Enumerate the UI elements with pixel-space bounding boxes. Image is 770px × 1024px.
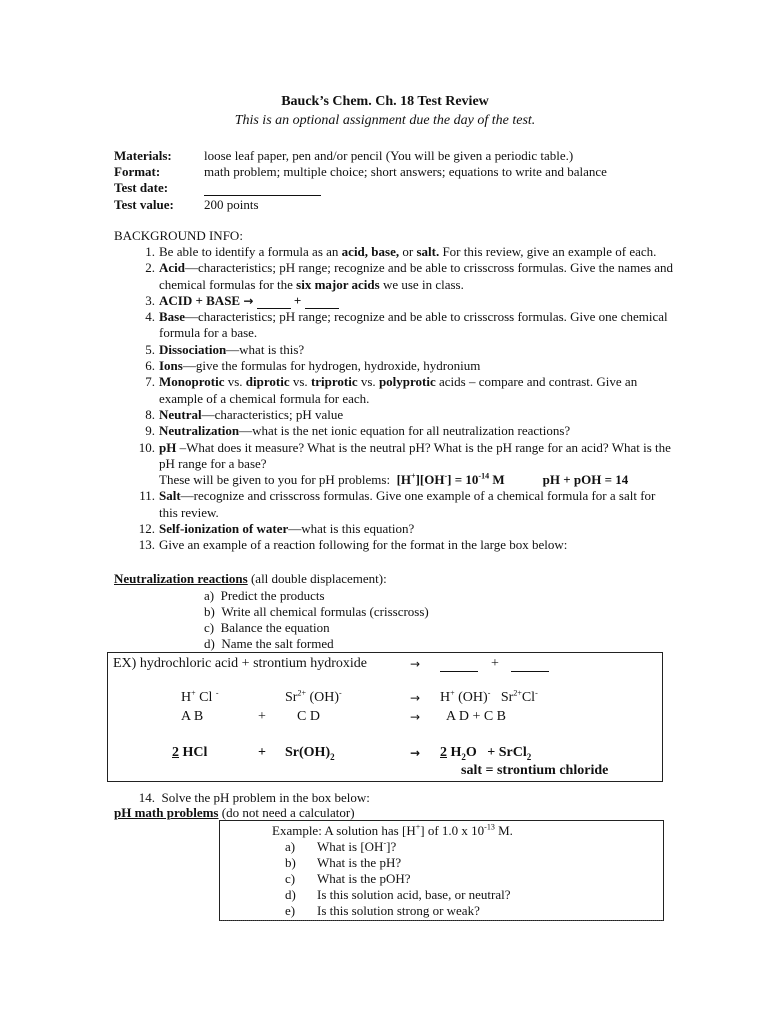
ions-sroh: $Sr^{2+}$ (OH)- (285, 688, 342, 705)
ions-hcl: H+ Cl - (181, 688, 219, 705)
list-item: 3. ACID + BASE → + (135, 293, 675, 309)
step-a: a) Predict the products (204, 588, 325, 603)
ions-products: H+ (OH)- $Sr^{2+}Cl^-$ (440, 688, 538, 705)
item-14: 14. Solve the pH problem in the box below: (138, 790, 370, 805)
arrow-icon: → (410, 657, 421, 671)
list-item: 11. Salt—recognize and crisscross formulas. Give one example of a chemical formula for a salt for this review. (139, 488, 656, 520)
list-item: 1. Be able to identify a formula as an acid, base, or salt. For this review, give an example of each. (145, 244, 657, 259)
ph-formula-sum: pH + pOH = 14 (542, 472, 629, 488)
list-item: 13. Give an example of a reaction following for the format in the large box below: (138, 537, 568, 553)
list-item: 10. pH –What does it measure? What is the neutral pH? What is the pH range for an acid? What is the pH range for a base? These will be given to you for pH problems: $[H^+][OH^-] = 10^{-14}$ M pH + pOH = 14 (138, 439, 671, 488)
list-item: 7. Monoprotic vs. diprotic vs. triprotic vs. polyprotic acids – compare and contrast. Give an example of a chemical formula for each. (145, 374, 638, 406)
letters-plus: + (258, 709, 266, 724)
example-line: EX) hydrochloric acid + strontium hydroxide (113, 656, 368, 671)
test-value: 200 points (204, 197, 259, 212)
materials-label: Materials: (114, 148, 172, 163)
product-blank-2 (511, 656, 549, 672)
ph-formula-kw: $[H^+][OH^-] = 10^{-14}$ M (396, 471, 505, 488)
list-item: 8. Neutral—characteristics; pH value (145, 406, 344, 422)
page-subtitle: This is an optional assignment due the day of the test. (234, 113, 536, 128)
ph-question-a: a) What is [OH-]? (285, 838, 397, 854)
letters-cd: C D (297, 709, 320, 724)
example-plus: + (491, 656, 499, 671)
list-item: 5. Dissociation—what is this? (145, 341, 305, 357)
ph-question-c: c) What is the pOH? (285, 871, 411, 886)
balanced-hcl: 2 HCl (172, 745, 208, 760)
test-date-label: Test date: (114, 180, 169, 195)
list-item: 6. Ions—give the formulas for hydrogen, hydroxide, hydronium (145, 358, 481, 374)
ph-question-b: b) What is the pH? (285, 855, 402, 870)
neutralization-heading: Neutralization reactions (all double displacement): (114, 571, 387, 586)
arrow-icon: → (410, 746, 421, 760)
ph-heading: pH math problems (do not need a calculator) (114, 805, 355, 820)
salt-name: salt = strontium chloride (461, 763, 609, 778)
list-item: 12. Self-ionization of water—what is this equation? (138, 521, 415, 537)
letters-ab: A B (181, 709, 204, 724)
list-item: 2. Acid—characteristics; pH range; recognize and be able to crisscross formulas. Give the names and chemical formulas for the six major acids we use in class. (145, 260, 674, 292)
format-value: math problem; multiple choice; short answers; equations to write and balance (204, 164, 607, 179)
ph-question-e: e) Is this solution strong or weak? (285, 903, 480, 918)
step-c: c) Balance the equation (204, 620, 330, 635)
arrow-icon: → (410, 710, 421, 724)
list-item: 9. Neutralization—what is the net ionic equation for all neutralization reactions? (145, 423, 571, 439)
test-value-label: Test value: (114, 197, 174, 212)
background-heading: BACKGROUND INFO: (114, 228, 243, 243)
background-list (135, 244, 675, 554)
step-b: b) Write all chemical formulas (crisscross) (204, 604, 429, 619)
format-label: Format: (114, 164, 161, 179)
page-title: Bauck’s Chem. Ch. 18 Test Review (281, 94, 489, 109)
product-blank-1 (440, 656, 478, 672)
ph-question-d: d) Is this solution acid, base, or neutral? (285, 887, 511, 902)
test-date-blank (204, 180, 321, 196)
list-item: 4. Base—characteristics; pH range; recognize and be able to crisscross formulas. Give one chemical formula for a base. (145, 309, 668, 341)
balanced-products: 2 $H_2O$ + SrCl$_2$ (440, 745, 532, 762)
arrow-icon: → (410, 691, 421, 705)
balanced-sroh: $Sr(OH)_2$ (285, 745, 335, 762)
ph-example: Example: A solution has [H+] of 1.0 x $10^{-13}$ M. (272, 822, 513, 838)
letters-products: A D + C B (446, 709, 507, 724)
step-d: d) Name the salt formed (204, 636, 334, 651)
materials-value: loose leaf paper, pen and/or pencil (You will be given a periodic table.) (204, 148, 574, 163)
balanced-plus: + (258, 745, 266, 760)
